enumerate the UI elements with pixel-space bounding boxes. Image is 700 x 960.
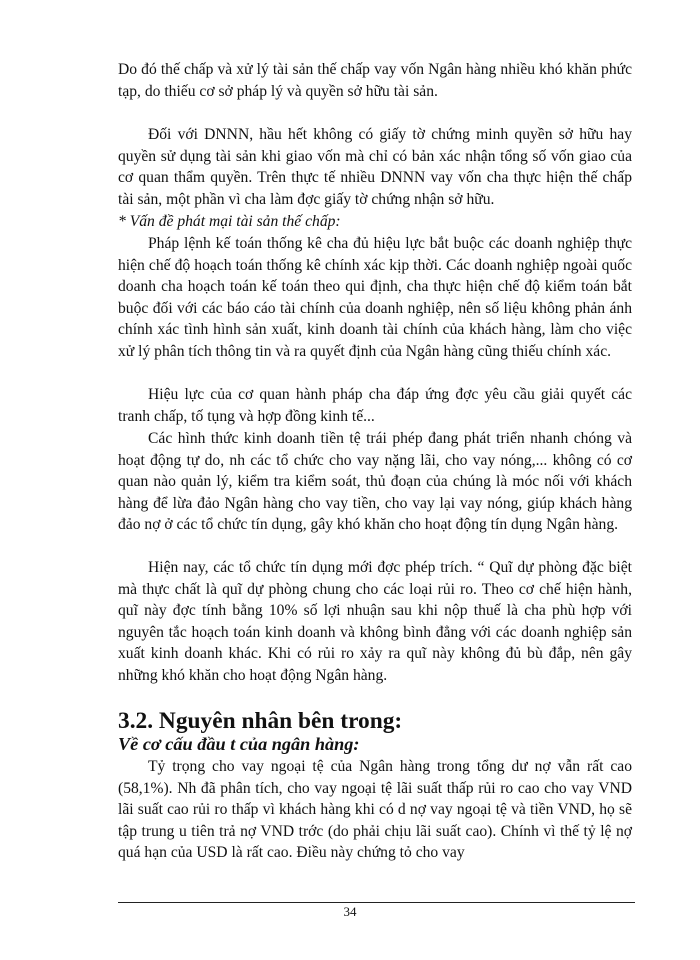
paragraph-reserve-fund: Hiện nay, các tổ chức tín dụng mới đợc phép trích. “ Quĩ dự phòng đặc biệt mà thực chất là quĩ dự phòng chung cho các loại rủi ro. Theo cơ chế hiện hành, quĩ này đợc tính bằng 10% số lợi nhuận sau khi nộp thuế là cha phù hợp với nguyên tắc hoạch toán kinh doanh và không bình đẳng với các doanh nghiệp sản xuất kinh doanh khác. Khi có rủi ro xảy ra quĩ này không đủ bù đắp, nên gây những khó khăn cho hoạt động Ngân hàng. bbox=[118, 559, 632, 684]
section-heading-internal-causes: 3.2. Nguyên nhân bên trong: bbox=[118, 708, 403, 734]
paragraph-foreign-currency-lending: Tỷ trọng cho vay ngoại tệ của Ngân hàng trong tổng dư nợ vẫn rất cao (58,1%). Nh đã phân tích, cho vay ngoại tệ lãi suất thấp rủi ro cao cho vay VND lãi suất cao rủi ro thấp vì khách hàng khi có d nợ vay ngoại tệ và tiền VND, họ sẽ tập trung u tiên trả nợ VND trớc (do phải chịu lãi suất cao). Chính vì thế tỷ lệ nợ quá hạn của USD là rất cao. Điều này chứng tỏ cho vay bbox=[118, 758, 632, 862]
page-number: 34 bbox=[343, 904, 357, 919]
paragraph-illegal-money-business: Các hình thức kinh doanh tiền tệ trái phép đang phát triển nhanh chóng và hoạt động tự do, nh các tổ chức cho vay nặng lãi, cho vay nóng,... không có cơ quan nào quản lý, kiểm tra kiểm soát, thủ đoạn của chúng là móc nối với khách hàng để lừa đảo Ngân hàng cho vay tiền, cho vay lại vay nóng, giúp khách hàng đảo nợ ở các tổ chức tín dụng, gây khó khăn cho hoạt động tín dụng Ngân hàng. bbox=[118, 430, 632, 534]
paragraph-accounting-ordinance: Pháp lệnh kế toán thống kê cha đủ hiệu lực bắt buộc các doanh nghiệp thực hiện chế độ hoạch toán thống kê chính xác kịp thời. Các doanh nghiệp ngoài quốc doanh cha hoạch toán kế toán theo qui định, cha thực hiện chế độ kiểm toán bắt buộc đối với các báo cáo tài chính của doanh nghiệp, nên số liệu không phản ánh chính xác tình hình sản xuất, kinh doanh tài chính của khách hàng, làm cho việc xử lý phân tích thông tin và ra quyết định của Ngân hàng cũng thiếu chính xác. bbox=[118, 235, 632, 360]
paragraph-mortgage-difficulty: Do đó thế chấp và xử lý tài sản thế chấp vay vốn Ngân hàng nhiều khó khăn phức tạp, do thiếu cơ sở pháp lý và quyền sở hữu tài sản. bbox=[118, 61, 632, 100]
paragraph-executive-effectiveness: Hiệu lực của cơ quan hành pháp cha đáp ứng đợc yêu cầu giải quyết các tranh chấp, tố tụng và hợp đồng kinh tế... bbox=[118, 386, 632, 425]
subheading-asset-liquidation: * Vấn đề phát mại tài sản thế chấp: bbox=[118, 213, 341, 230]
paragraph-dnnn-ownership: Đối với DNNN, hầu hết không có giấy tờ chứng minh quyền sở hữu hay quyền sử dụng tài sản khi giao vốn mà chỉ có bản xác nhận tổng số vốn giao của cơ quan thẩm quyền. Trên thực tế nhiều DNNN vay vốn cha thực hiện thế chấp tài sản, một phần vì cha làm đợc giấy tờ chứng nhận sở hữu. bbox=[118, 126, 632, 208]
subheading-investment-structure: Về cơ cấu đầu t của ngân hàng: bbox=[118, 734, 360, 754]
